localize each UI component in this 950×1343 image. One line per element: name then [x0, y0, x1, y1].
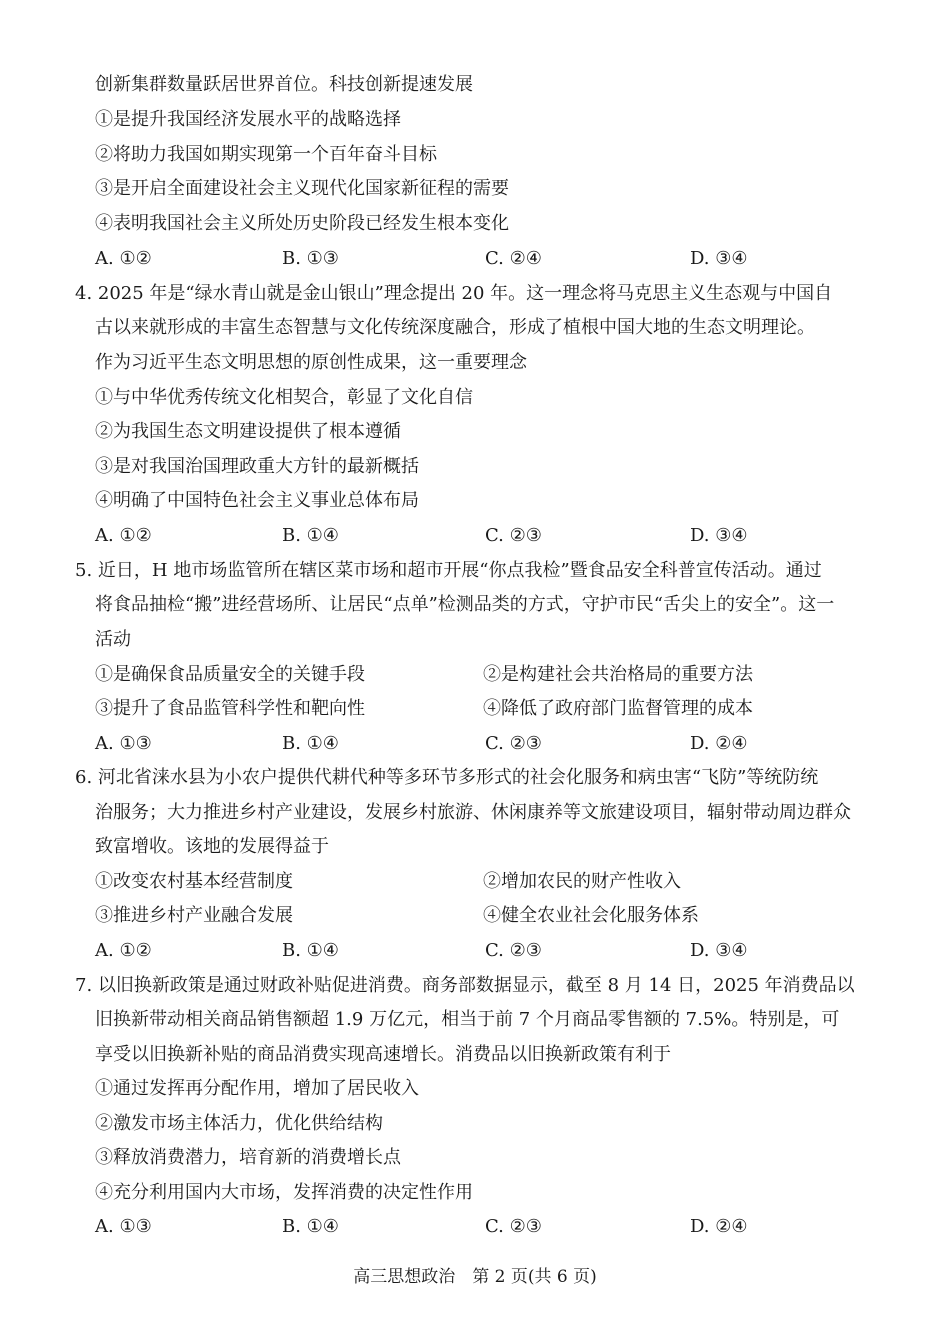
- q4-stem-line-1: 4. 2025 年是“绿水青山就是金山银山”理念提出 20 年。这一理念将马克思主义生态观与中国自: [75, 283, 833, 304]
- page-footer: 高三思想政治 第 2 页(共 6 页): [353, 1267, 597, 1287]
- q6-item-1: ①改变农村基本经营制度: [95, 871, 293, 892]
- q6-stem-line-2: 治服务；大力推进乡村产业建设，发展乡村旅游、休闲康养等文旅建设项目，辐射带动周边群众: [95, 802, 851, 823]
- q3-option-b: B. ①③: [282, 248, 339, 269]
- q4-item-4: ④明确了中国特色社会主义事业总体布局: [95, 490, 419, 511]
- q6-stem-line-1: 6. 河北省涞水县为小农户提供代耕代种等多环节多形式的社会化服务和病虫害“飞防”等统防统: [75, 767, 819, 788]
- q6-option-b: B. ①④: [282, 940, 339, 961]
- q7-option-d: D. ②④: [690, 1216, 748, 1237]
- q3-item-1: ①是提升我国经济发展水平的战略选择: [95, 109, 401, 130]
- q3-option-d: D. ③④: [690, 248, 748, 269]
- q7-item-2: ②激发市场主体活力，优化供给结构: [95, 1113, 383, 1134]
- q5-option-b: B. ①④: [282, 733, 339, 754]
- q4-option-b: B. ①④: [282, 525, 339, 546]
- q7-stem-line-2: 旧换新带动相关商品销售额超 1.9 万亿元，相当于前 7 个月商品零售额的 7.5%。特别是，可: [95, 1009, 840, 1030]
- q7-option-c: C. ②③: [485, 1216, 542, 1237]
- q5-item-3: ③提升了食品监管科学性和靶向性: [95, 698, 365, 719]
- q6-option-c: C. ②③: [485, 940, 542, 961]
- q4-stem-line-3: 作为习近平生态文明思想的原创性成果，这一重要理念: [95, 352, 527, 373]
- q3-item-4: ④表明我国社会主义所处历史阶段已经发生根本变化: [95, 213, 509, 234]
- q4-option-d: D. ③④: [690, 525, 748, 546]
- q7-option-b: B. ①④: [282, 1216, 339, 1237]
- q5-option-a: A. ①③: [95, 733, 152, 754]
- q5-stem-line-3: 活动: [95, 629, 131, 650]
- q5-stem-line-1: 5. 近日，H 地市场监管所在辖区菜市场和超市开展“你点我检”暨食品安全科普宣传活动。通过: [75, 560, 822, 581]
- q7-stem-line-3: 享受以旧换新补贴的商品消费实现高速增长。消费品以旧换新政策有利于: [95, 1044, 671, 1065]
- q4-item-1: ①与中华优秀传统文化相契合，彰显了文化自信: [95, 387, 473, 408]
- q4-item-3: ③是对我国治国理政重大方针的最新概括: [95, 456, 419, 477]
- q6-item-2: ②增加农民的财产性收入: [483, 871, 681, 892]
- q7-stem-line-1: 7. 以旧换新政策是通过财政补贴促进消费。商务部数据显示，截至 8 月 14 日，2025 年消费品以: [75, 975, 855, 996]
- q3-option-a: A. ①②: [95, 248, 152, 269]
- q5-item-4: ④降低了政府部门监督管理的成本: [483, 698, 753, 719]
- q7-item-3: ③释放消费潜力，培育新的消费增长点: [95, 1147, 401, 1168]
- q4-stem-line-2: 古以来就形成的丰富生态智慧与文化传统深度融合，形成了植根中国大地的生态文明理论。: [95, 317, 815, 338]
- q3-item-3: ③是开启全面建设社会主义现代化国家新征程的需要: [95, 178, 509, 199]
- q3-option-c: C. ②④: [485, 248, 542, 269]
- q6-option-a: A. ①②: [95, 940, 152, 961]
- q4-option-c: C. ②③: [485, 525, 542, 546]
- q7-option-a: A. ①③: [95, 1216, 152, 1237]
- q7-item-1: ①通过发挥再分配作用，增加了居民收入: [95, 1078, 419, 1099]
- q7-item-4: ④充分利用国内大市场，发挥消费的决定性作用: [95, 1182, 473, 1203]
- q6-option-d: D. ③④: [690, 940, 748, 961]
- q4-option-a: A. ①②: [95, 525, 152, 546]
- q4-item-2: ②为我国生态文明建设提供了根本遵循: [95, 421, 401, 442]
- q5-option-c: C. ②③: [485, 733, 542, 754]
- q5-stem-line-2: 将食品抽检“搬”进经营场所、让居民“点单”检测品类的方式，守护市民“舌尖上的安全”。这一: [95, 594, 835, 615]
- q3-stem-continuation: 创新集群数量跃居世界首位。科技创新提速发展: [95, 74, 473, 95]
- q6-item-3: ③推进乡村产业融合发展: [95, 905, 293, 926]
- q5-option-d: D. ②④: [690, 733, 748, 754]
- q5-item-2: ②是构建社会共治格局的重要方法: [483, 664, 753, 685]
- q3-item-2: ②将助力我国如期实现第一个百年奋斗目标: [95, 144, 437, 165]
- q6-stem-line-3: 致富增收。该地的发展得益于: [95, 836, 329, 857]
- q5-item-1: ①是确保食品质量安全的关键手段: [95, 664, 365, 685]
- q6-item-4: ④健全农业社会化服务体系: [483, 905, 699, 926]
